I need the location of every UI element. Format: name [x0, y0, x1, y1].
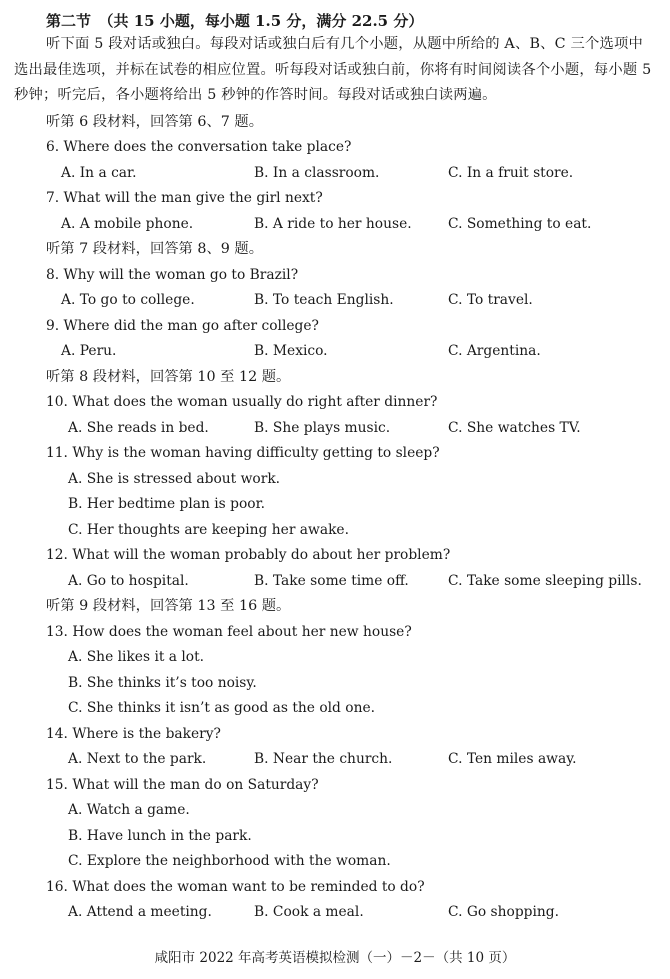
q9-option-b: B. Mexico. [254, 343, 328, 359]
question-12-stem: 12. What will the woman probably do about her problem? [46, 547, 451, 563]
q10-option-c: C. She watches TV. [448, 419, 581, 436]
q11-option-c: C. Her thoughts are keeping her awake. [68, 521, 349, 538]
q9-option-c: C. Argentina. [448, 343, 541, 359]
q11-option-b-row [14, 492, 656, 518]
question-9-options [14, 339, 656, 365]
q15-option-b-row [14, 824, 656, 850]
q8-option-a: A. To go to college. [61, 292, 195, 308]
question-14-options [14, 747, 656, 773]
q15-option-c-row [14, 849, 656, 875]
q9-option-a: A. Peru. [61, 343, 117, 359]
q11-option-c-row [14, 518, 656, 544]
section-title: 第二节 （共 15 小题，每小题 1.5 分，满分 22.5 分） [46, 12, 424, 30]
question-6-options [14, 161, 656, 187]
material-6-instruction: 听第 6 段材料，回答第 6、7 题。 [46, 113, 264, 130]
question-16-stem: 16. What does the woman want to be reminded to do? [46, 878, 425, 895]
q11-option-a-row [14, 467, 656, 493]
question-12-options [14, 569, 656, 595]
question-8-stem: 8. Why will the woman go to Brazil? [46, 266, 299, 283]
q13-option-a-row [14, 645, 656, 671]
question-8-options [14, 288, 656, 314]
q7-option-a: A. A mobile phone. [61, 215, 194, 232]
q6-option-a: A. In a car. [61, 164, 137, 181]
q13-option-a: A. She likes it a lot. [68, 649, 205, 665]
material-9-instruction: 听第 9 段材料，回答第 13 至 16 题。 [46, 598, 291, 614]
q14-option-c: C. Ten miles away. [448, 751, 577, 767]
q13-option-b-row [14, 671, 656, 697]
q8-option-b: B. To teach English. [254, 292, 394, 308]
q15-option-c: C. Explore the neighborhood with the woman. [68, 853, 391, 869]
question-9-stem: 9. Where did the man go after college? [46, 317, 319, 334]
q14-option-a: A. Next to the park. [68, 751, 207, 767]
q8-option-c: C. To travel. [448, 292, 533, 308]
question-10-stem: 10. What does the woman usually do right after dinner? [46, 394, 438, 410]
question-7-stem: 7. What will the man give the girl next? [46, 190, 323, 206]
question-11-stem: 11. Why is the woman having difficulty getting to sleep? [46, 445, 440, 461]
q13-option-c: C. She thinks it isn’t as good as the old one. [68, 700, 376, 716]
section-instructions: 听下面 5 段对话或独白。每段对话或独白后有几个小题，从题中所给的 A、B、C 三个选项中选出最佳选项，并标在试卷的相应位置。听每段对话或独白前，你将有时间阅读各个小题，每小题 5 秒钟；听完后，各小题将给出 5 秒钟的作答时间。每段对话或独白读两遍。 [14, 36, 652, 103]
question-14-stem: 14. Where is the bakery? [46, 725, 221, 742]
q7-option-c: C. Something to eat. [448, 215, 592, 232]
question-6-stem: 6. Where does the conversation take place? [46, 139, 352, 155]
q11-option-b: B. Her bedtime plan is poor. [68, 496, 266, 512]
q10-option-a: A. She reads in bed. [68, 419, 209, 436]
q6-option-b: B. In a classroom. [254, 164, 380, 181]
q13-option-c-row [14, 696, 656, 722]
q12-option-a: A. Go to hospital. [68, 572, 189, 589]
q13-option-b: B. She thinks it’s too noisy. [68, 674, 257, 691]
question-15-stem: 15. What will the man do on Saturday? [46, 776, 319, 793]
q11-option-a: A. She is stressed about work. [68, 470, 281, 487]
q16-option-c: C. Go shopping. [448, 904, 560, 920]
question-13-stem: 13. How does the woman feel about her new house? [46, 623, 412, 640]
question-10-options [14, 416, 656, 442]
material-7-instruction: 听第 7 段材料，回答第 8、9 题。 [46, 241, 264, 257]
q6-option-c: C. In a fruit store. [448, 164, 574, 181]
q16-option-b: B. Cook a meal. [254, 904, 364, 920]
q7-option-b: B. A ride to her house. [254, 215, 412, 232]
question-7-options [14, 212, 656, 238]
q14-option-b: B. Near the church. [254, 751, 393, 767]
q12-option-c: C. Take some sleeping pills. [448, 572, 642, 589]
question-list [14, 110, 656, 926]
q15-option-a-row [14, 798, 656, 824]
q10-option-b: B. She plays music. [254, 419, 391, 436]
q15-option-a: A. Watch a game. [68, 802, 190, 818]
page-footer: 咸阳市 2022 年高考英语模拟检测（一）－2－（共 10 页） [154, 950, 516, 966]
q15-option-b: B. Have lunch in the park. [68, 827, 252, 844]
question-16-options [14, 900, 656, 926]
q12-option-b: B. Take some time off. [254, 572, 409, 589]
q16-option-a: A. Attend a meeting. [68, 904, 212, 920]
material-8-instruction: 听第 8 段材料，回答第 10 至 12 题。 [46, 368, 291, 385]
